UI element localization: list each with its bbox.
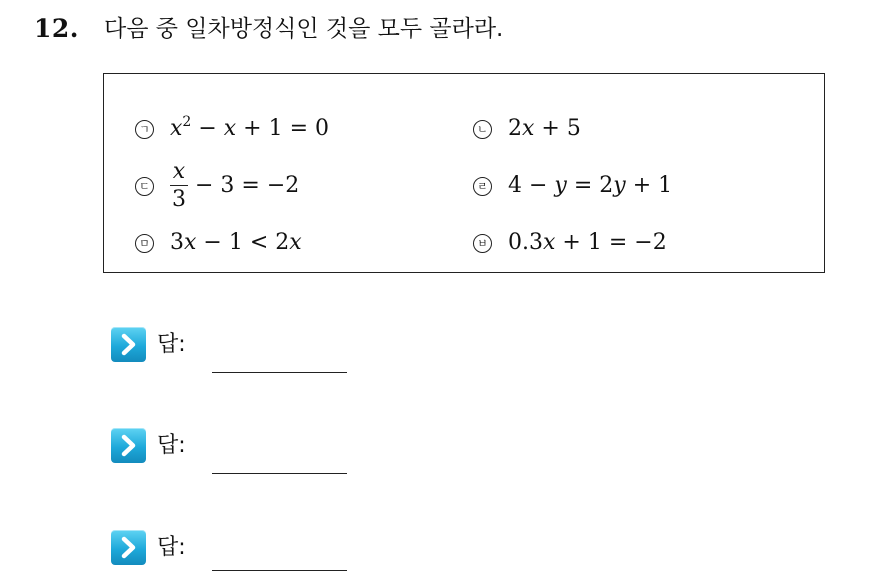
choice-marker: ㅁ	[135, 234, 154, 253]
chevron-right-icon	[111, 530, 146, 565]
choice-marker: ㅂ	[473, 234, 492, 253]
choice-marker: ㄷ	[135, 177, 154, 196]
choice-e	[135, 223, 302, 263]
answer-label: 답:	[157, 535, 186, 560]
answer-row	[111, 327, 361, 377]
choice-b	[473, 109, 581, 149]
choice-marker: ㄴ	[473, 120, 492, 139]
answer-blank[interactable]	[212, 570, 347, 571]
choice-marker: ㄱ	[135, 120, 154, 139]
answer-row	[111, 428, 361, 478]
chevron-right-icon	[111, 428, 146, 463]
chevron-right-icon	[111, 327, 146, 362]
answer-blank[interactable]	[212, 473, 347, 474]
answer-blank[interactable]	[212, 372, 347, 373]
question-text: 다음 중 일차방정식인 것을 모두 골라라.	[104, 16, 504, 42]
fraction: $\frac{x}{3}$	[172, 159, 186, 212]
choice-expression: 2x + 5	[508, 116, 581, 141]
answer-label: 답:	[157, 332, 186, 357]
choice-expression: 0.3x + 1 = −2	[508, 230, 667, 255]
choice-expression: $x^2 - x + 1 = 0$	[170, 114, 330, 141]
choice-expression: 3x − 1 < 2x	[170, 230, 302, 255]
choice-expression: $\frac{x}{3}$ − 3 = −2	[172, 159, 300, 212]
question-number: 12.	[34, 14, 79, 43]
choice-d	[473, 166, 672, 206]
choice-a	[135, 109, 329, 149]
choice-expression: 4 − y = 2y + 1	[508, 173, 673, 198]
choice-box	[103, 73, 825, 273]
choice-f	[473, 223, 667, 263]
choice-marker: ㄹ	[473, 177, 492, 196]
choice-c	[135, 159, 300, 212]
answer-label: 답:	[157, 433, 186, 458]
